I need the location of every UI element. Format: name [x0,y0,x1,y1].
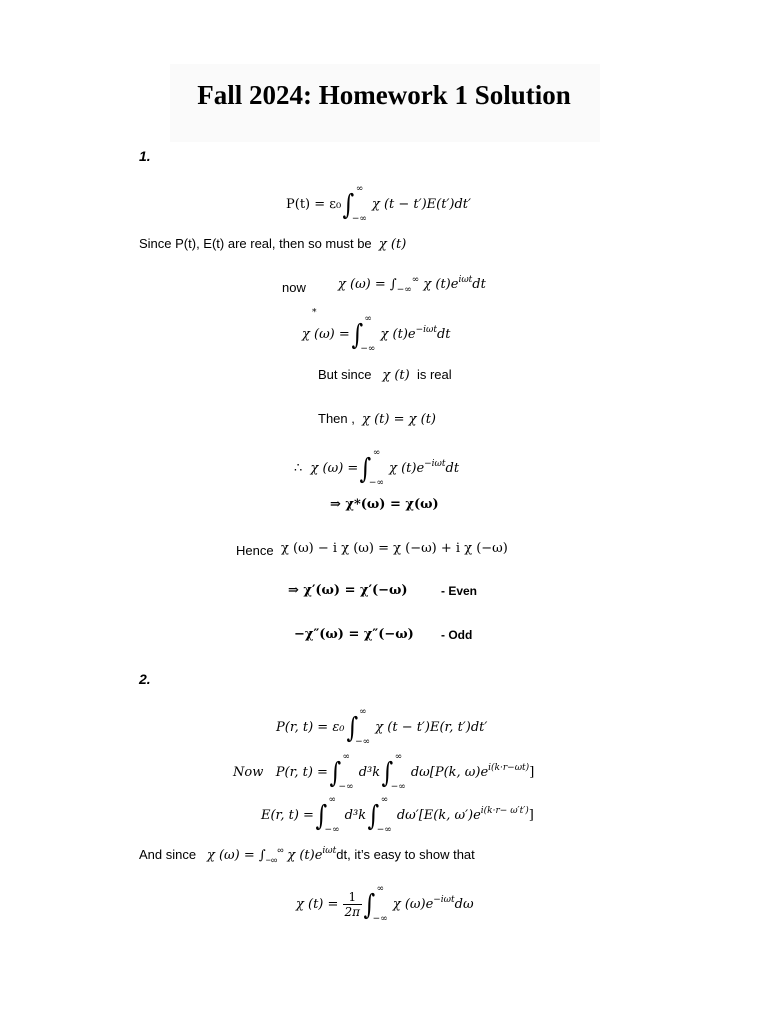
and-since-text: And since χ $(\omega) = \int_{-\infty}^\infty$ χ $(t)e^{i\omega t}dt$, it’s easy to show that [139,845,475,865]
equation-chi-omega: χ $(\omega) = \int_{-\infty}^\infty$ χ $(t)e^{i\omega t}dt$ [338,275,486,295]
equation-odd: −χ″(ω) = χ″(−ω) [294,627,414,642]
since-real-text: Since P(t), E(t) are real, then so must be χ (t) [139,236,407,252]
but-since-text: But since χ (t) is real [318,367,452,383]
equation-polarization-rt: P(r, t) = ε₀∫ ∞ −∞ χ (t − t′)E(r, t′)dt′ [276,706,488,747]
equation-therefore: ∴ χ (ω) =∫ ∞ −∞ χ $(t)e^{-i\omega t}dt$ [294,447,460,488]
now-label: now [282,280,306,295]
odd-label: - Odd [441,628,473,642]
question-2-number: 2. [139,671,151,687]
equation-chi-star-equals-chi: ⇒ χ*(ω) = χ(ω) [330,497,439,512]
page-title: Fall 2024: Homework 1 Solution [197,80,571,110]
hence-label: Hence [236,543,274,558]
equation-chi-star: * χ (ω) =∫ ∞ −∞ χ $(t)e^{-i\omega t}dt$ [302,308,451,354]
equation-fourier-E: E(r, t) =∫ ∞ −∞ d³k∫ ∞ −∞ dω′[E(k, $\omega')e^{i(k\cdot r- \omega't')}$] [261,794,534,835]
equation-even: ⇒ χ′(ω) = χ′(−ω) [288,583,408,598]
equation-polarization: P(t) = ε₀∫ ∞ −∞ χ (t − t′)E(t′)dt′ [286,183,471,224]
equation-fourier-P: Now P(r, t) =∫ ∞ −∞ d³k∫ ∞ −∞ dω[P(k, $\omega)e^{i(k\cdot r-\omega t)}$] [233,751,535,792]
equation-hence: χ (ω) − i χ (ω) = χ (−ω) + i χ (−ω) [281,541,508,556]
then-text: Then , χ (t) = χ (t) [318,411,437,427]
even-label: - Even [441,584,478,598]
question-1-number: 1. [139,148,151,164]
equation-inverse-transform: χ (t) = $\frac{1}{2\pi}$ ∫ ∞ −∞ χ $(\omega)e^{-i\omega t}d\omega$ [296,883,474,924]
